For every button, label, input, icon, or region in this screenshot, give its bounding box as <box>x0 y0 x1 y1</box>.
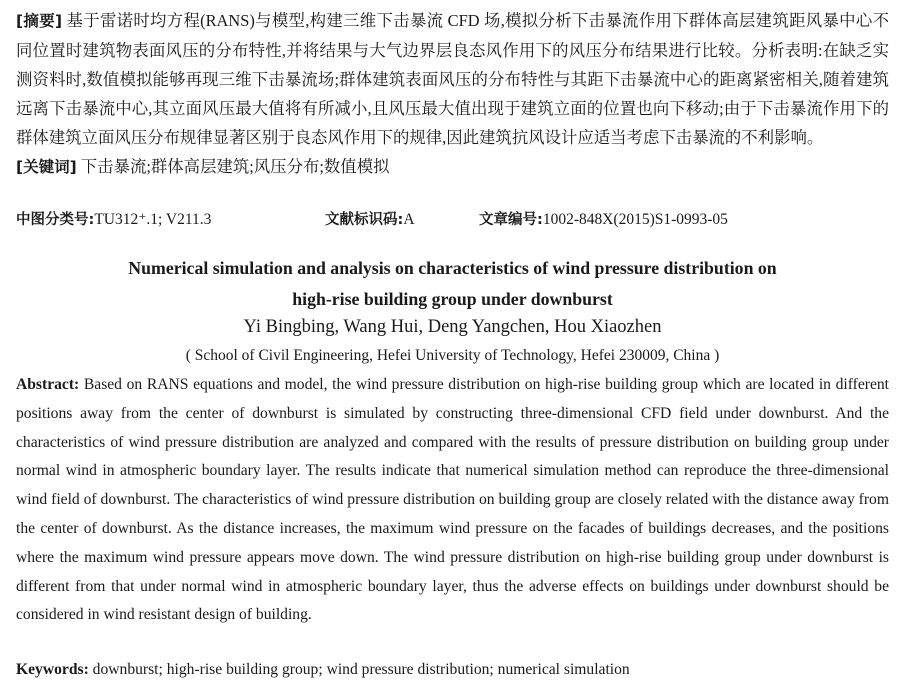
chinese-keywords <box>16 152 889 182</box>
english-abstract-text: Based on RANS equations and model, the wind pressure distribution on high-rise building group which are located in different positions away from the center of downburst is simulated by constructing three-dimensional CFD field under downburst. And the characteristics of wind pressure distribution are analyzed and compared with the results of pressure distribution on building group under normal wind in atmospheric boundary layer. The results indicate that numerical simulation method can reproduce the three-dimensional wind field of downburst. The characteristics of wind pressure distribution on building group are closely related with the distance away from the center of downburst. As the distance increases, the maximum wind pressure on the facades of buildings decreases, and the positions where the maximum wind pressure appears move down. The wind pressure distribution on high-rise building group under downburst is different from that under normal wind in atmospheric boundary layer, thus the adverse effects on buildings under downburst should be considered in wind resistant design of building. <box>16 376 889 624</box>
chinese-abstract-text: 基于雷诺时均方程(RANS)与模型,构建三维下击暴流 CFD 场,模拟分析下击暴流作用下群体高层建筑距风暴中心不同位置时建筑物表面风压的分布特性,并将结果与大气边界层良态风作用下的风压分布结果进行比较。分析表明:在缺乏实测资料时,数值模拟能够再现三维下击暴流场;群体建筑表面风压的分布特性与其距下击暴流中心的距离紧密相关,随着建筑远离下击暴流中心,其立面风压最大值将有所减小,且风压最大值出现于建筑立面的位置也向下移动;由于下击暴流作用下的群体建筑立面风压分布规律显著区别于良态风作用下的规律,因此建筑抗风设计应适当考虑下击暴流的不利影响。 <box>16 11 889 147</box>
doc-code-group <box>325 207 415 233</box>
classification-line <box>16 207 889 233</box>
article-number-value: 1002-848X(2015)S1-0993-05 <box>542 211 728 228</box>
clc-value: TU312⁺.1; V211.3 <box>94 211 212 228</box>
english-title <box>16 253 889 315</box>
chinese-abstract <box>16 6 889 152</box>
doc-code-value: A <box>403 211 415 228</box>
clc-group <box>16 207 211 233</box>
chinese-keywords-text: 下击暴流;群体高层建筑;风压分布;数值模拟 <box>80 157 390 176</box>
article-number-group <box>479 207 728 233</box>
english-abstract-label: Abstract: <box>16 376 80 393</box>
english-keywords-text: downburst; high-rise building group; wind pressure distribution; numerical simulation <box>92 661 630 678</box>
english-keywords <box>16 657 889 683</box>
authors: Yi Bingbing, Wang Hui, Deng Yangchen, Hou Xiaozhen <box>243 317 662 337</box>
chinese-abstract-section <box>16 6 889 182</box>
chinese-abstract-label: [摘要] <box>16 12 63 30</box>
english-keywords-label: Keywords: <box>16 661 89 678</box>
english-abstract <box>16 371 889 630</box>
article-number-label: 文章编号: <box>479 212 543 228</box>
chinese-keywords-label: [关键词] <box>16 158 77 176</box>
english-title-line-2: high-rise building group under downburst <box>292 289 613 309</box>
affiliation: ( School of Civil Engineering, Hefei University of Technology, Hefei 230009, China ) <box>185 347 720 364</box>
clc-label: 中图分类号: <box>16 212 95 228</box>
english-title-line-1: Numerical simulation and analysis on characteristics of wind pressure distribution on <box>128 258 777 278</box>
doc-code-label: 文献标识码: <box>325 212 404 228</box>
